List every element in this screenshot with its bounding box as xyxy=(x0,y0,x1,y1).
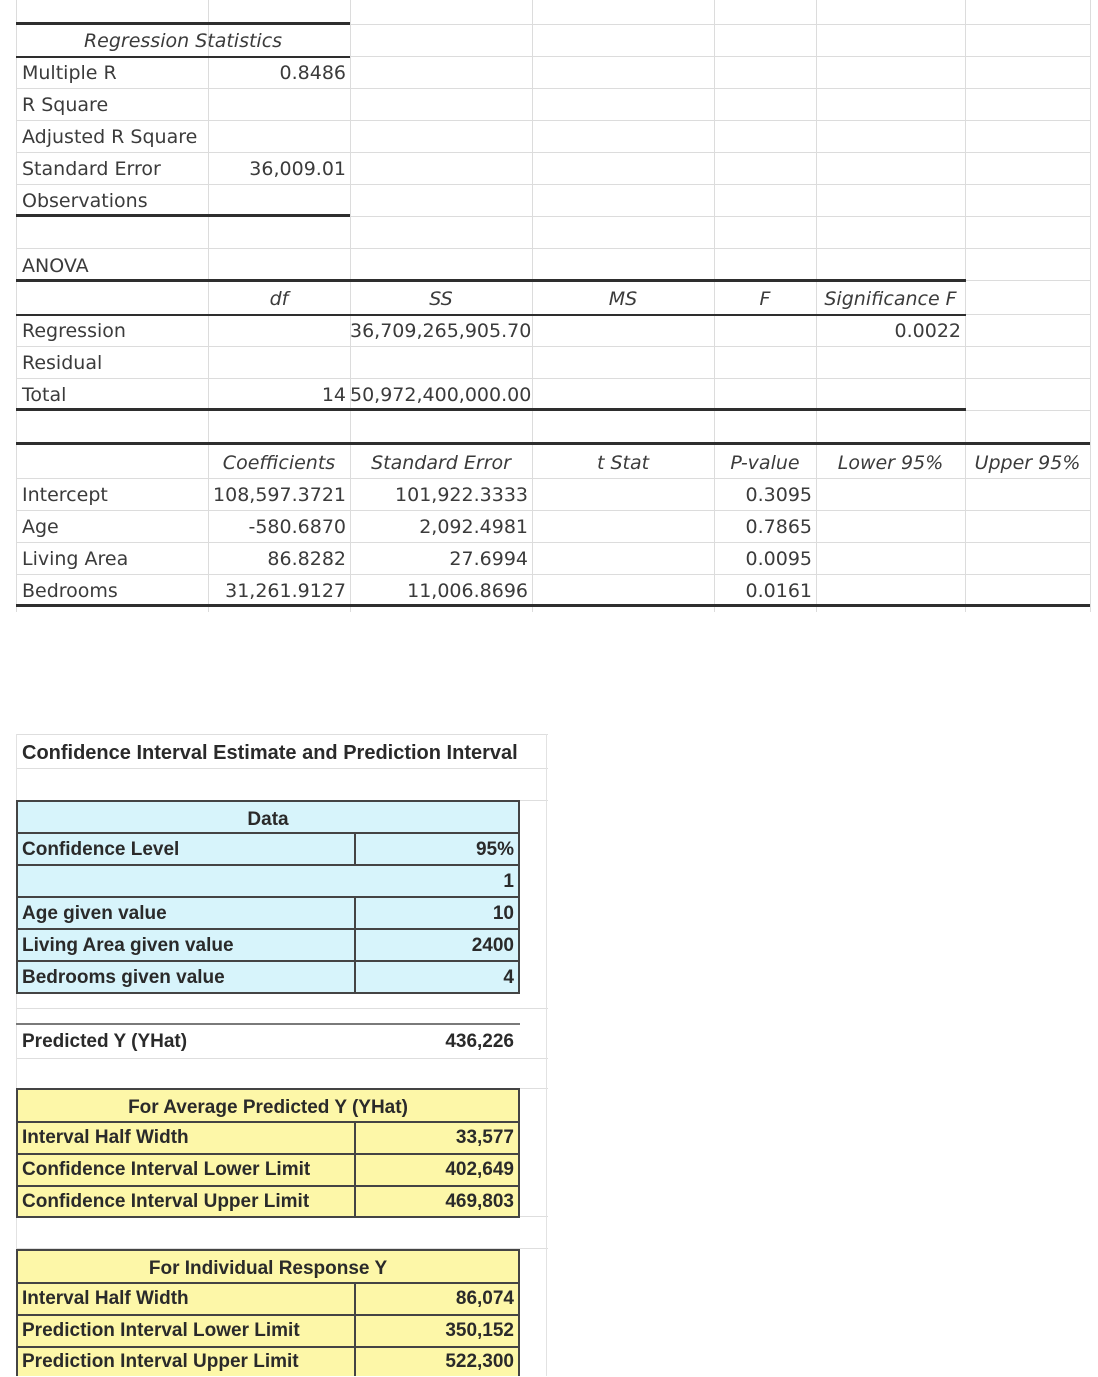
data-header: Data xyxy=(247,809,289,830)
stat-label: Standard Error xyxy=(22,158,161,180)
stat-value xyxy=(208,122,350,153)
average-row-value: 402,649 xyxy=(445,1159,514,1180)
coef-p-value: 0.3095 xyxy=(745,484,812,506)
given-value-label: Living Area given value xyxy=(22,935,234,956)
anova-f xyxy=(714,348,816,379)
anova-df: 14 xyxy=(321,384,346,406)
coef-p-value: 0.0095 xyxy=(745,548,812,570)
anova-ss: 36,709,265,905.70 xyxy=(350,320,532,342)
given-value-label: Age given value xyxy=(22,903,167,924)
anova-header-f: F xyxy=(759,288,771,310)
stat-value xyxy=(208,186,350,217)
anova-significance: 0.0022 xyxy=(894,320,961,342)
coef-t-stat xyxy=(532,576,714,607)
average-row-label: Confidence Interval Upper Limit xyxy=(22,1191,310,1212)
table-top-rule xyxy=(16,442,1090,445)
gridline xyxy=(16,1058,548,1059)
anova-ms xyxy=(532,380,714,411)
gridline xyxy=(16,1008,548,1009)
coef-t-stat xyxy=(532,512,714,543)
predicted-row-border xyxy=(16,1023,520,1025)
stat-label: Multiple R xyxy=(22,62,117,84)
regression-statistics-title: Regression Statistics xyxy=(83,30,283,52)
anova-significance xyxy=(816,348,965,379)
stat-value xyxy=(208,90,350,121)
anova-title: ANOVA xyxy=(22,255,89,277)
table-top-rule xyxy=(16,22,350,25)
anova-row-label: Regression xyxy=(22,320,126,342)
coef-value: 86.8282 xyxy=(267,548,346,570)
coef-row-label: Bedrooms xyxy=(22,580,118,602)
gridline xyxy=(16,734,548,735)
average-row-value: 469,803 xyxy=(445,1191,514,1212)
average-row-label: Interval Half Width xyxy=(22,1127,189,1148)
anova-ms xyxy=(532,316,714,347)
coef-t-stat xyxy=(532,480,714,511)
coef-p-value: 0.0161 xyxy=(745,580,812,602)
average-section-title: For Average Predicted Y (YHat) xyxy=(128,1097,408,1118)
coef-standard-error: 27.6994 xyxy=(449,548,528,570)
coef-header-coefficients: Coefficients xyxy=(222,452,336,474)
coef-p-value: 0.7865 xyxy=(745,516,812,538)
coef-row-label: Living Area xyxy=(22,548,129,570)
given-value-input[interactable]: 2400 xyxy=(471,935,514,956)
given-value-input[interactable]: 4 xyxy=(503,967,514,988)
coef-header-p-value: P-value xyxy=(730,452,800,474)
gridline xyxy=(965,0,966,612)
coef-standard-error: 2,092.4981 xyxy=(419,516,528,538)
stat-label: R Square xyxy=(22,94,109,116)
table-bottom-rule xyxy=(16,408,966,411)
coef-header-standard-error: Standard Error xyxy=(371,452,511,474)
stat-value: 0.8486 xyxy=(279,62,346,84)
given-value-label: Bedrooms given value xyxy=(22,967,225,988)
coef-t-stat xyxy=(532,544,714,575)
anova-df xyxy=(208,316,350,347)
coef-row-label: Age xyxy=(22,516,59,538)
gridline xyxy=(1090,0,1091,612)
anova-row-label: Residual xyxy=(22,352,103,374)
predicted-y-label: Predicted Y (YHat) xyxy=(22,1031,188,1052)
coef-row-label: Intercept xyxy=(22,484,108,506)
anova-significance xyxy=(816,380,965,411)
individual-row-label: Interval Half Width xyxy=(22,1288,189,1309)
predicted-y-value: 436,226 xyxy=(445,1031,514,1052)
individual-row-value: 350,152 xyxy=(445,1320,514,1341)
confidence-level-input[interactable]: 95% xyxy=(475,839,514,860)
confidence-level-label: Confidence Level xyxy=(22,839,180,860)
given-value-input[interactable]: 10 xyxy=(492,903,514,924)
individual-section-title: For Individual Response Y xyxy=(148,1258,388,1279)
gridline xyxy=(546,734,547,1376)
anova-header-ms: MS xyxy=(608,288,638,310)
coef-header-lower-95: Lower 95% xyxy=(837,452,944,474)
average-row-label: Confidence Interval Lower Limit xyxy=(22,1159,311,1180)
coef-standard-error: 101,922.3333 xyxy=(395,484,528,506)
anova-header-ss: SS xyxy=(429,288,453,310)
anova-df xyxy=(208,348,350,379)
coef-header-t-stat: t Stat xyxy=(596,452,650,474)
gridline xyxy=(16,248,1090,249)
average-row-value: 33,577 xyxy=(455,1127,514,1148)
individual-row-label: Prediction Interval Upper Limit xyxy=(22,1351,299,1372)
anova-ms xyxy=(532,348,714,379)
individual-row-value: 86,074 xyxy=(455,1288,514,1309)
table-bottom-rule xyxy=(16,604,1090,607)
stat-label: Observations xyxy=(22,190,148,212)
table-top-rule xyxy=(16,279,966,282)
coef-header-upper-95: Upper 95% xyxy=(974,452,1081,474)
individual-row-label: Prediction Interval Lower Limit xyxy=(22,1320,300,1341)
anova-f xyxy=(714,380,816,411)
coef-standard-error: 11,006.8696 xyxy=(407,580,528,602)
constant-value: 1 xyxy=(503,871,514,892)
anova-header-df: df xyxy=(269,288,289,310)
anova-row-label: Total xyxy=(22,384,67,406)
anova-ss: 50,972,400,000.00 xyxy=(350,384,532,406)
table-bottom-rule xyxy=(16,214,350,217)
individual-row-value: 522,300 xyxy=(445,1351,514,1372)
coef-value: 108,597.3721 xyxy=(213,484,346,506)
coef-value: 31,261.9127 xyxy=(225,580,346,602)
anova-ss xyxy=(350,348,532,379)
coef-value: -580.6870 xyxy=(248,516,346,538)
stat-label: Adjusted R Square xyxy=(22,126,198,148)
stat-value: 36,009.01 xyxy=(249,158,346,180)
interval-tool-title: Confidence Interval Estimate and Prediction Interval xyxy=(22,742,518,764)
anova-f xyxy=(714,316,816,347)
anova-header-significance-f: Significance F xyxy=(824,288,957,310)
